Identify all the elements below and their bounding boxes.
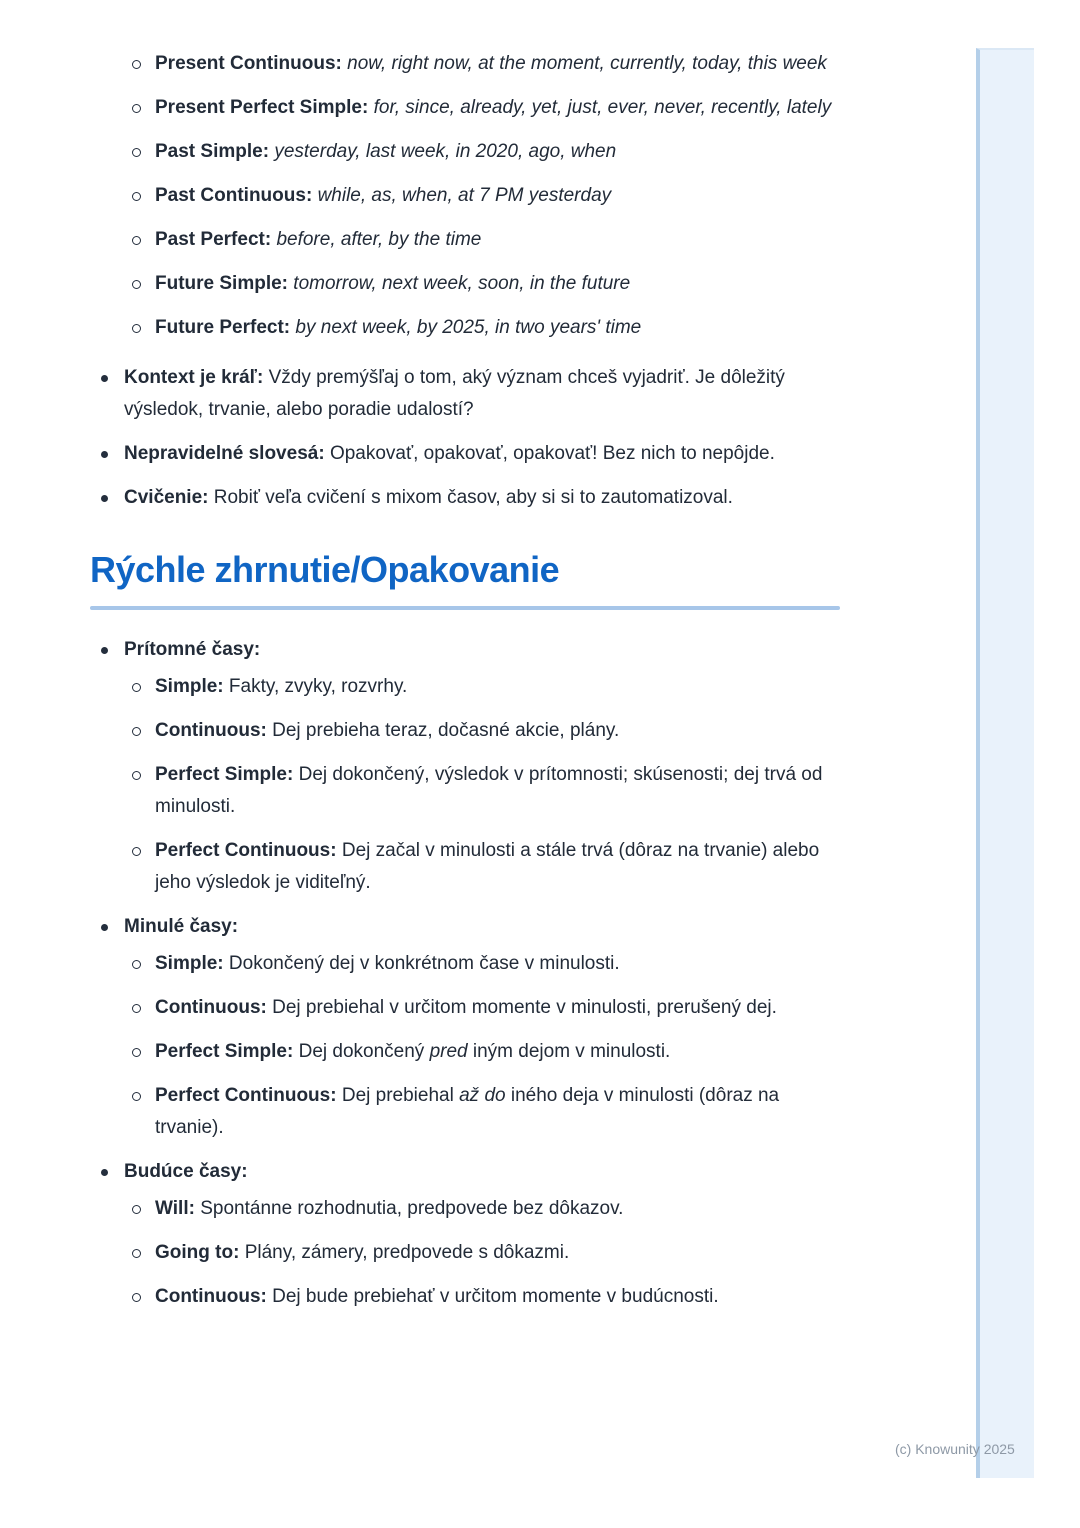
bullet-circle-icon (132, 1092, 141, 1101)
list-item (90, 136, 840, 168)
bullet-circle-icon (132, 1293, 141, 1302)
term-label: Simple: (155, 953, 229, 974)
list-item (124, 992, 840, 1024)
term-definition: Plány, zámery, predpovede s dôkazmi. (244, 1242, 570, 1263)
term-definition: Dokončený dej v konkrétnom čase v minulosti. (228, 953, 620, 974)
tip-label: Kontext je kráľ: (124, 367, 269, 388)
term-definition: Spontánne rozhodnutia, predpovede bez dôkazov. (200, 1198, 624, 1219)
summary-group-future (90, 1156, 840, 1313)
term-label: Future Perfect: (155, 317, 296, 338)
copyright-note: (c) Knowunity 2025 (895, 1441, 1015, 1457)
bullet-circle-icon (132, 60, 141, 69)
bullet-circle-icon (132, 324, 141, 333)
summary-group-past (90, 911, 840, 1144)
section-title: Rýchle zhrnutie/Opakovanie (90, 549, 560, 590)
term-definition: iným dejom v minulosti. (467, 1041, 671, 1062)
bullet-circle-icon (132, 280, 141, 289)
term-examples: before, after, by the time (276, 229, 482, 250)
term-definition: Dej začal v minulosti a stále trvá (dôraz na trvanie) alebo jeho výsledok je viditeľný. (155, 840, 820, 893)
term-examples: now, right now, at the moment, currently, today, this week (347, 53, 827, 74)
page-edge-stripe (976, 48, 1034, 1478)
bullet-circle-icon (132, 683, 141, 692)
term-definition-emphasis: pred (429, 1041, 468, 1062)
list-item (90, 1156, 840, 1313)
list-item (90, 180, 840, 212)
bullet-circle-icon (132, 148, 141, 157)
section-divider (90, 606, 840, 610)
term-label: Present Perfect Simple: (155, 97, 374, 118)
list-item (124, 948, 840, 980)
term-examples: tomorrow, next week, soon, in the future (293, 273, 631, 294)
summary-group-present (90, 634, 840, 899)
bullet-circle-icon (132, 727, 141, 736)
term-label: Past Simple: (155, 141, 275, 162)
term-examples: yesterday, last week, in 2020, ago, when (274, 141, 617, 162)
term-label: Simple: (155, 676, 229, 697)
list-item (124, 1080, 840, 1144)
list-item (124, 1281, 840, 1313)
list-item (124, 1036, 840, 1068)
group-label: Budúce časy: (124, 1161, 248, 1182)
list-item (90, 48, 840, 80)
term-label: Continuous: (155, 997, 273, 1018)
nested-list (124, 1193, 840, 1313)
list-item (90, 438, 840, 470)
term-label: Continuous: (155, 1286, 273, 1307)
term-definition: Dej prebiehal v určitom momente v minulosti, prerušený dej. (272, 997, 777, 1018)
list-item (90, 92, 840, 124)
tip-text: Vždy premýšľaj o tom, aký význam chceš vyjadriť. Je dôležitý výsledok, trvanie, alebo poradie udalostí? (124, 367, 785, 420)
tip-text: Opakovať, opakovať, opakovať! Bez nich to nepôjde. (329, 443, 775, 464)
list-item (124, 1193, 840, 1225)
tip-label: Cvičenie: (124, 487, 214, 508)
bullet-dot-icon (101, 924, 108, 931)
nested-list (124, 948, 840, 1144)
term-label: Perfect Continuous: (155, 840, 342, 861)
list-item (90, 312, 840, 344)
list-item (90, 362, 840, 426)
term-examples: by next week, by 2025, in two years' time (295, 317, 642, 338)
bullet-circle-icon (132, 1205, 141, 1214)
term-definition: Fakty, zvyky, rozvrhy. (228, 676, 408, 697)
bullet-circle-icon (132, 1048, 141, 1057)
term-definition: Dej prebieha teraz, dočasné akcie, plány. (272, 720, 620, 741)
list-item (124, 835, 840, 899)
bullet-circle-icon (132, 1004, 141, 1013)
list-item (90, 224, 840, 256)
term-label: Perfect Simple: (155, 764, 299, 785)
term-definition: Dej bude prebiehať v určitom momente v budúcnosti. (272, 1286, 719, 1307)
page-content (90, 48, 840, 1325)
tip-label: Nepravidelné slovesá: (124, 443, 330, 464)
list-item (124, 671, 840, 703)
term-examples: while, as, when, at 7 PM yesterday (317, 185, 612, 206)
term-label: Present Continuous: (155, 53, 348, 74)
term-label: Past Continuous: (155, 185, 318, 206)
term-label: Perfect Continuous: (155, 1085, 342, 1106)
list-item (124, 1237, 840, 1269)
term-definition: Dej dokončený, výsledok v prítomnosti; skúsenosti; dej trvá od minulosti. (155, 764, 823, 817)
term-label: Perfect Simple: (155, 1041, 299, 1062)
term-definition-emphasis: až do (459, 1085, 506, 1106)
term-label: Will: (155, 1198, 201, 1219)
bullet-circle-icon (132, 771, 141, 780)
list-item (90, 268, 840, 300)
tips-list (90, 362, 840, 514)
signal-words-list (90, 48, 840, 344)
term-definition: Dej dokončený (298, 1041, 430, 1062)
list-item (124, 759, 840, 823)
bullet-circle-icon (132, 847, 141, 856)
list-item (90, 911, 840, 1144)
term-label: Past Perfect: (155, 229, 277, 250)
term-label: Going to: (155, 1242, 245, 1263)
bullet-dot-icon (101, 495, 108, 502)
tip-text: Robiť veľa cvičení s mixom časov, aby si si to zautomatizoval. (213, 487, 733, 508)
term-examples: for, since, already, yet, just, ever, never, recently, lately (373, 97, 832, 118)
bullet-circle-icon (132, 104, 141, 113)
bullet-circle-icon (132, 236, 141, 245)
term-definition: iného deja v minulosti (dôraz na trvanie). (155, 1085, 780, 1138)
summary-section (90, 634, 840, 1313)
bullet-circle-icon (132, 1249, 141, 1258)
list-item (90, 634, 840, 899)
term-label: Future Simple: (155, 273, 294, 294)
bullet-dot-icon (101, 647, 108, 654)
group-label: Prítomné časy: (124, 639, 261, 660)
bullet-dot-icon (101, 451, 108, 458)
nested-list (124, 671, 840, 899)
list-item (90, 482, 840, 514)
bullet-dot-icon (101, 375, 108, 382)
term-label: Continuous: (155, 720, 273, 741)
term-definition: Dej prebiehal (341, 1085, 460, 1106)
bullet-circle-icon (132, 192, 141, 201)
group-label: Minulé časy: (124, 916, 239, 937)
bullet-dot-icon (101, 1169, 108, 1176)
list-item (124, 715, 840, 747)
bullet-circle-icon (132, 960, 141, 969)
